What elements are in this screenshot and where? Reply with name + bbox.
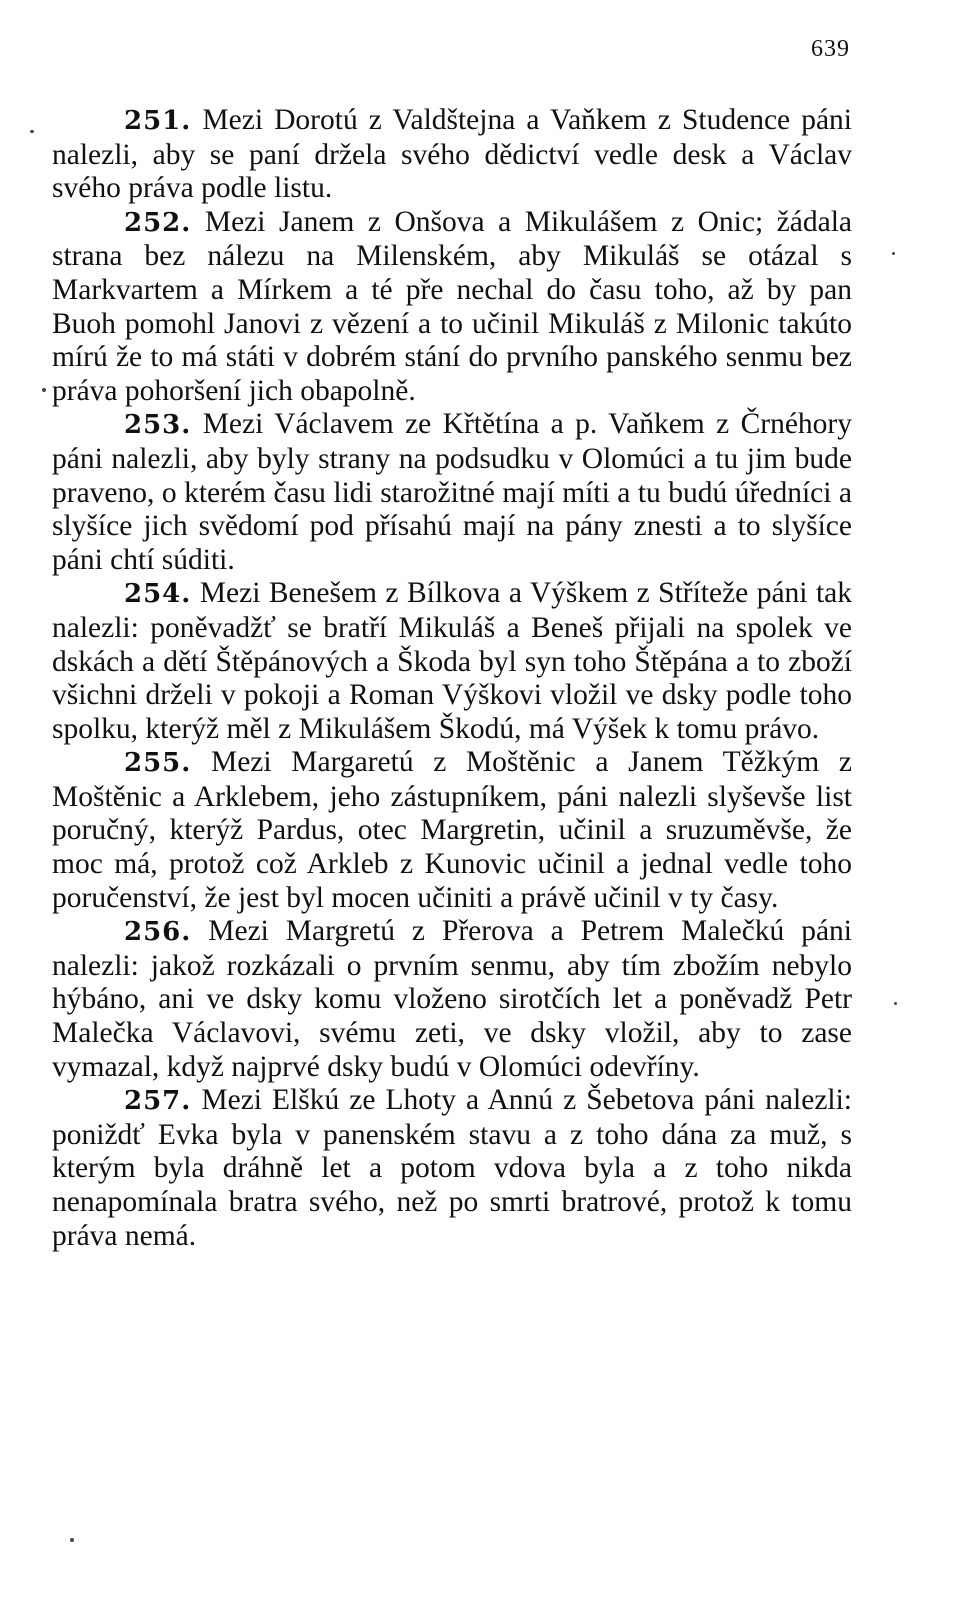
body-text	[52, 104, 852, 1253]
entry-number: 253.	[124, 410, 192, 441]
entry-text: Mezi Janem z Onšova a Mikulášem z Onic; žádala strana bez nálezu na Milenském, aby Mikuláš se otázal s Markvartem a Mírkem a té pře nechal do času toho, až by pan Buoh pomohl Janovi z vězení a to učinil Mikuláš z Milonic takúto mírú že to má státi v dobrém stání do prvního panského senmu bez práva pohoršení jich obapolně.	[52, 205, 853, 407]
entry-text: Mezi Elškú ze Lhoty a Annú z Šebetova páni nalezli: poniždť Evka byla v panenském stavu a z toho dána za muž, s kterým byla dráhně let a potom vdova byla a z toho nikda nenapomínala bratra svého, než po smrti bratrové, protož k tomu práva nemá.	[52, 1084, 852, 1252]
entry-251	[52, 104, 852, 206]
entry-255	[52, 746, 852, 915]
entry-number: 256.	[124, 917, 192, 948]
entry-text: Mezi Dorotú z Valdštejna a Vaňkem z Studence páni nalezli, aby se paní držela svého dědictví vedle desk a Václav svého práva podle listu.	[52, 104, 853, 205]
entry-text: Mezi Benešem z Bílkova a Výškem z Stříteže páni tak nalezli: poněvadžť se bratří Mikuláš a Beneš přijali na spolek ve dskách a dětí Štěpánových a Škoda byl syn toho Štěpána a to zboží všichni drželi v pokoji a Roman Výškovi vložil ve dsky podle toho spolku, kterýž měl z Mikulášem Škodú, má Výšek k tomu právo.	[52, 577, 852, 745]
entry-254	[52, 577, 852, 746]
entry-text: Mezi Margaretú z Moštěnic a Janem Těžkým z Moštěnic a Arklebem, jeho zástupníkem, páni nalezli slyševše list poručný, kterýž Pardus, otec Margretin, učinil a sruzuměvše, že moc má, protož což Arkleb z Kunovic učinil a jednal vedle toho poručenství, že jest byl mocen učiniti a právě učinil v ty časy.	[52, 746, 852, 914]
entry-257	[52, 1084, 852, 1253]
entry-253	[52, 408, 852, 577]
scan-speck	[30, 130, 34, 133]
scan-speck	[42, 388, 46, 392]
scan-speck	[70, 1538, 74, 1542]
entry-text: Mezi Václavem ze Křtětína a p. Vaňkem z Črnéhory páni nalezli, aby byly strany na podsudku v Olomúci a tu jim bude praveno, o kterém času lidi starožitné mají míti a tu budú úředníci a slyšíce jich svědomí pod přísahú mají na pány znesti a to slyšíce páni chtí súditi.	[52, 408, 853, 576]
entry-number: 255.	[124, 748, 192, 779]
entry-number: 251.	[124, 106, 192, 136]
entry-number: 254.	[124, 579, 192, 610]
entry-252	[52, 206, 852, 409]
entry-text: Mezi Margretú z Přerova a Petrem Malečkú páni nalezli: jakož rozkázali o prvním senmu, aby tím zbožím nebylo hýbáno, ani ve dsky komu vloženo sirotčích let a poněvadž Petr Malečka Václavovi, svému zeti, ve dsky vložil, aby to zase vymazal, když najprvé dsky budú v Olomúci odevříny.	[52, 915, 853, 1083]
page-number: 639	[811, 36, 850, 62]
scan-speck	[892, 252, 895, 255]
entry-number: 257.	[124, 1086, 192, 1117]
entry-number: 252.	[124, 207, 192, 238]
scan-speck	[894, 1002, 897, 1005]
entry-256	[52, 915, 852, 1084]
